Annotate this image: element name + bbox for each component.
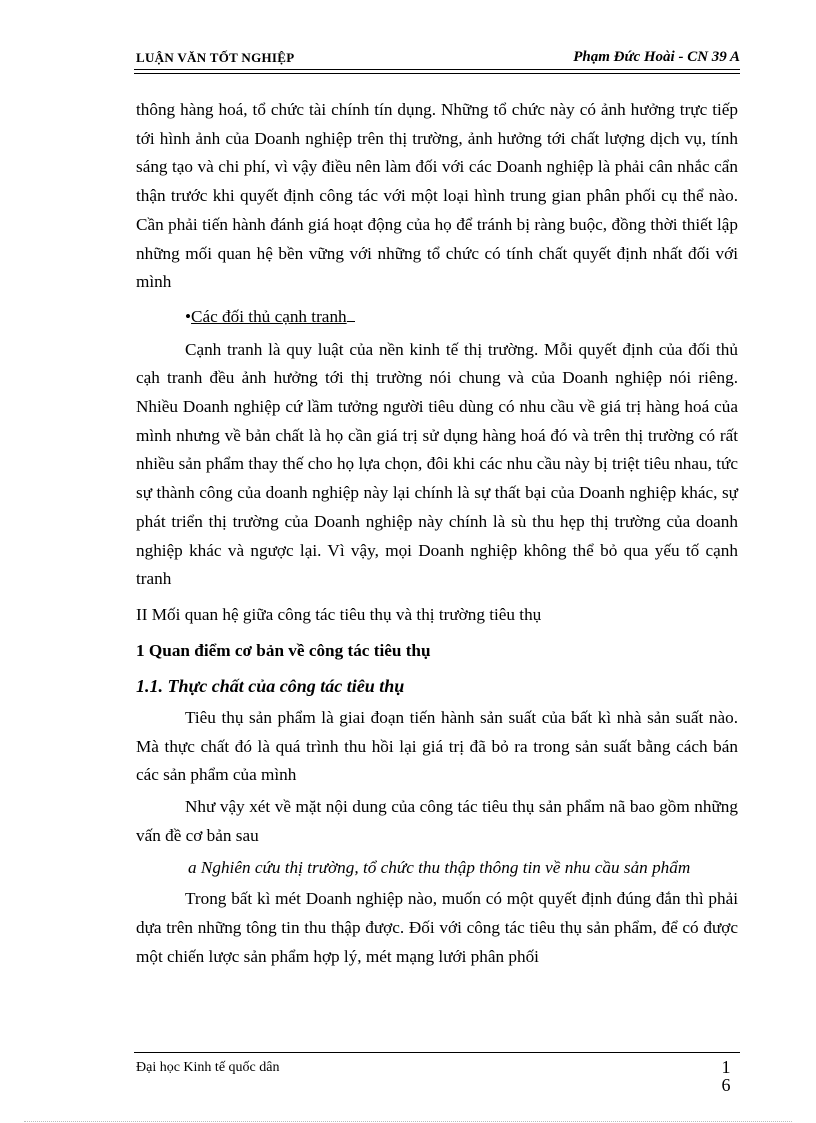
footer-university: Đại học Kinh tế quốc dân [136,1060,280,1075]
section-1-heading: 1 Quan điểm cơ bản về công tác tiêu thụ [136,640,431,660]
header-divider [134,69,740,74]
page-content [136,96,738,971]
bullet-icon: • [185,306,192,326]
footer-divider [134,1052,740,1053]
header-author: Phạm Đức Hoài - CN 39 A [573,49,740,65]
page-number-digit-1: 1 [721,1057,731,1077]
bullet-heading-text: Các đối thủ cạnh tranh [191,306,347,326]
paragraph-competition: Cạnh tranh là quy luật của nền kinh tế thị trường. Mỗi quyết định của đối thủ cạh tranh đều ảnh hưởng tới thị trường nói chung và của Doanh nghiệp nói riêng. Nhiều Doanh nghiệp cứ lầm tưởng người tiêu dùng có nhu cầu về giá trị hàng hoá của mình nhưng về bản chất là họ cần giá trị sử dụng hàng hoá đó và trên thị trường có rất nhiều sản phẩm thay thế cho họ lựa chọn, đôi khi các nhu cầu này bị triệt tiêu nhau, tức sự thành công của doanh nghiệp này lại chính là sự thất bại của Doanh nghiệp khác, sự phát triển thị trường của Doanh nghiệp này chính là sù thu hẹp thị trường của doanh nghiệp khác và ngược lại. Vì vậy, mọi Doanh nghiệp không thể bỏ qua yếu tố cạnh tranh [136,339,738,589]
paragraph-essence: Tiêu thụ sản phẩm là giai đoạn tiến hành sản suất của bất kì nhà sản suất nào. Mà thực chất đó là quá trình thu hồi lại giá trị đã bỏ ra trong sản suất bằng cách bán các sản phẩm của mình [136,708,738,785]
page-number [718,1058,734,1094]
paragraph-research: Trong bất kì mét Doanh nghiệp nào, muốn có một quyết định đúng đắn thì phải dựa trên những tông tin thu thập được. Đối với công tác tiêu thụ sản phẩm, để có được một chiến lược sản phẩm hợp lý, mét mạng lưới phân phối [136,889,738,966]
page-edge-dotted-line [24,1121,792,1122]
paragraph-intermediaries: thông hàng hoá, tổ chức tài chính tín dụng. Những tổ chức này có ảnh hưởng trực tiếp tới hình ảnh của Doanh nghiệp trên thị trường, ảnh hưởng tới chất lượng dịch vụ, tính sáng tạo và chi phí, vì vậy điều nên làm đối với các Doanh nghiệp là phải cân nhắc cẩn thận trước khi quyết định công tác với một loại hình trung gian phân phối cụ thể nào. Cần phải tiến hành đánh giá hoạt động của họ để tránh bị ràng buộc, đồng thời thiết lập những mối quan hệ bền vững với những tổ chức có tính chất quyết định nhất đối với mình [136,100,738,292]
underline-tail [347,320,355,322]
section-ii-heading: II Mối quan hệ giữa công tác tiêu thụ và thị trường tiêu thụ [136,604,542,624]
subheading-a: a Nghiên cứu thị trường, tổ chức thu thập thông tin về nhu cầu sản phẩm [188,857,691,877]
bullet-heading-competitors [136,303,738,332]
page-number-digit-2: 6 [721,1075,731,1095]
paragraph-content: Như vậy xét về mặt nội dung của công tác tiêu thụ sản phẩm nã bao gồm những vấn đề cơ bản sau [136,797,738,845]
header-title: LUẬN VĂN TỐT NGHIỆP [136,50,295,65]
section-1-1-heading: 1.1. Thực chất của công tác tiêu thụ [136,676,405,697]
